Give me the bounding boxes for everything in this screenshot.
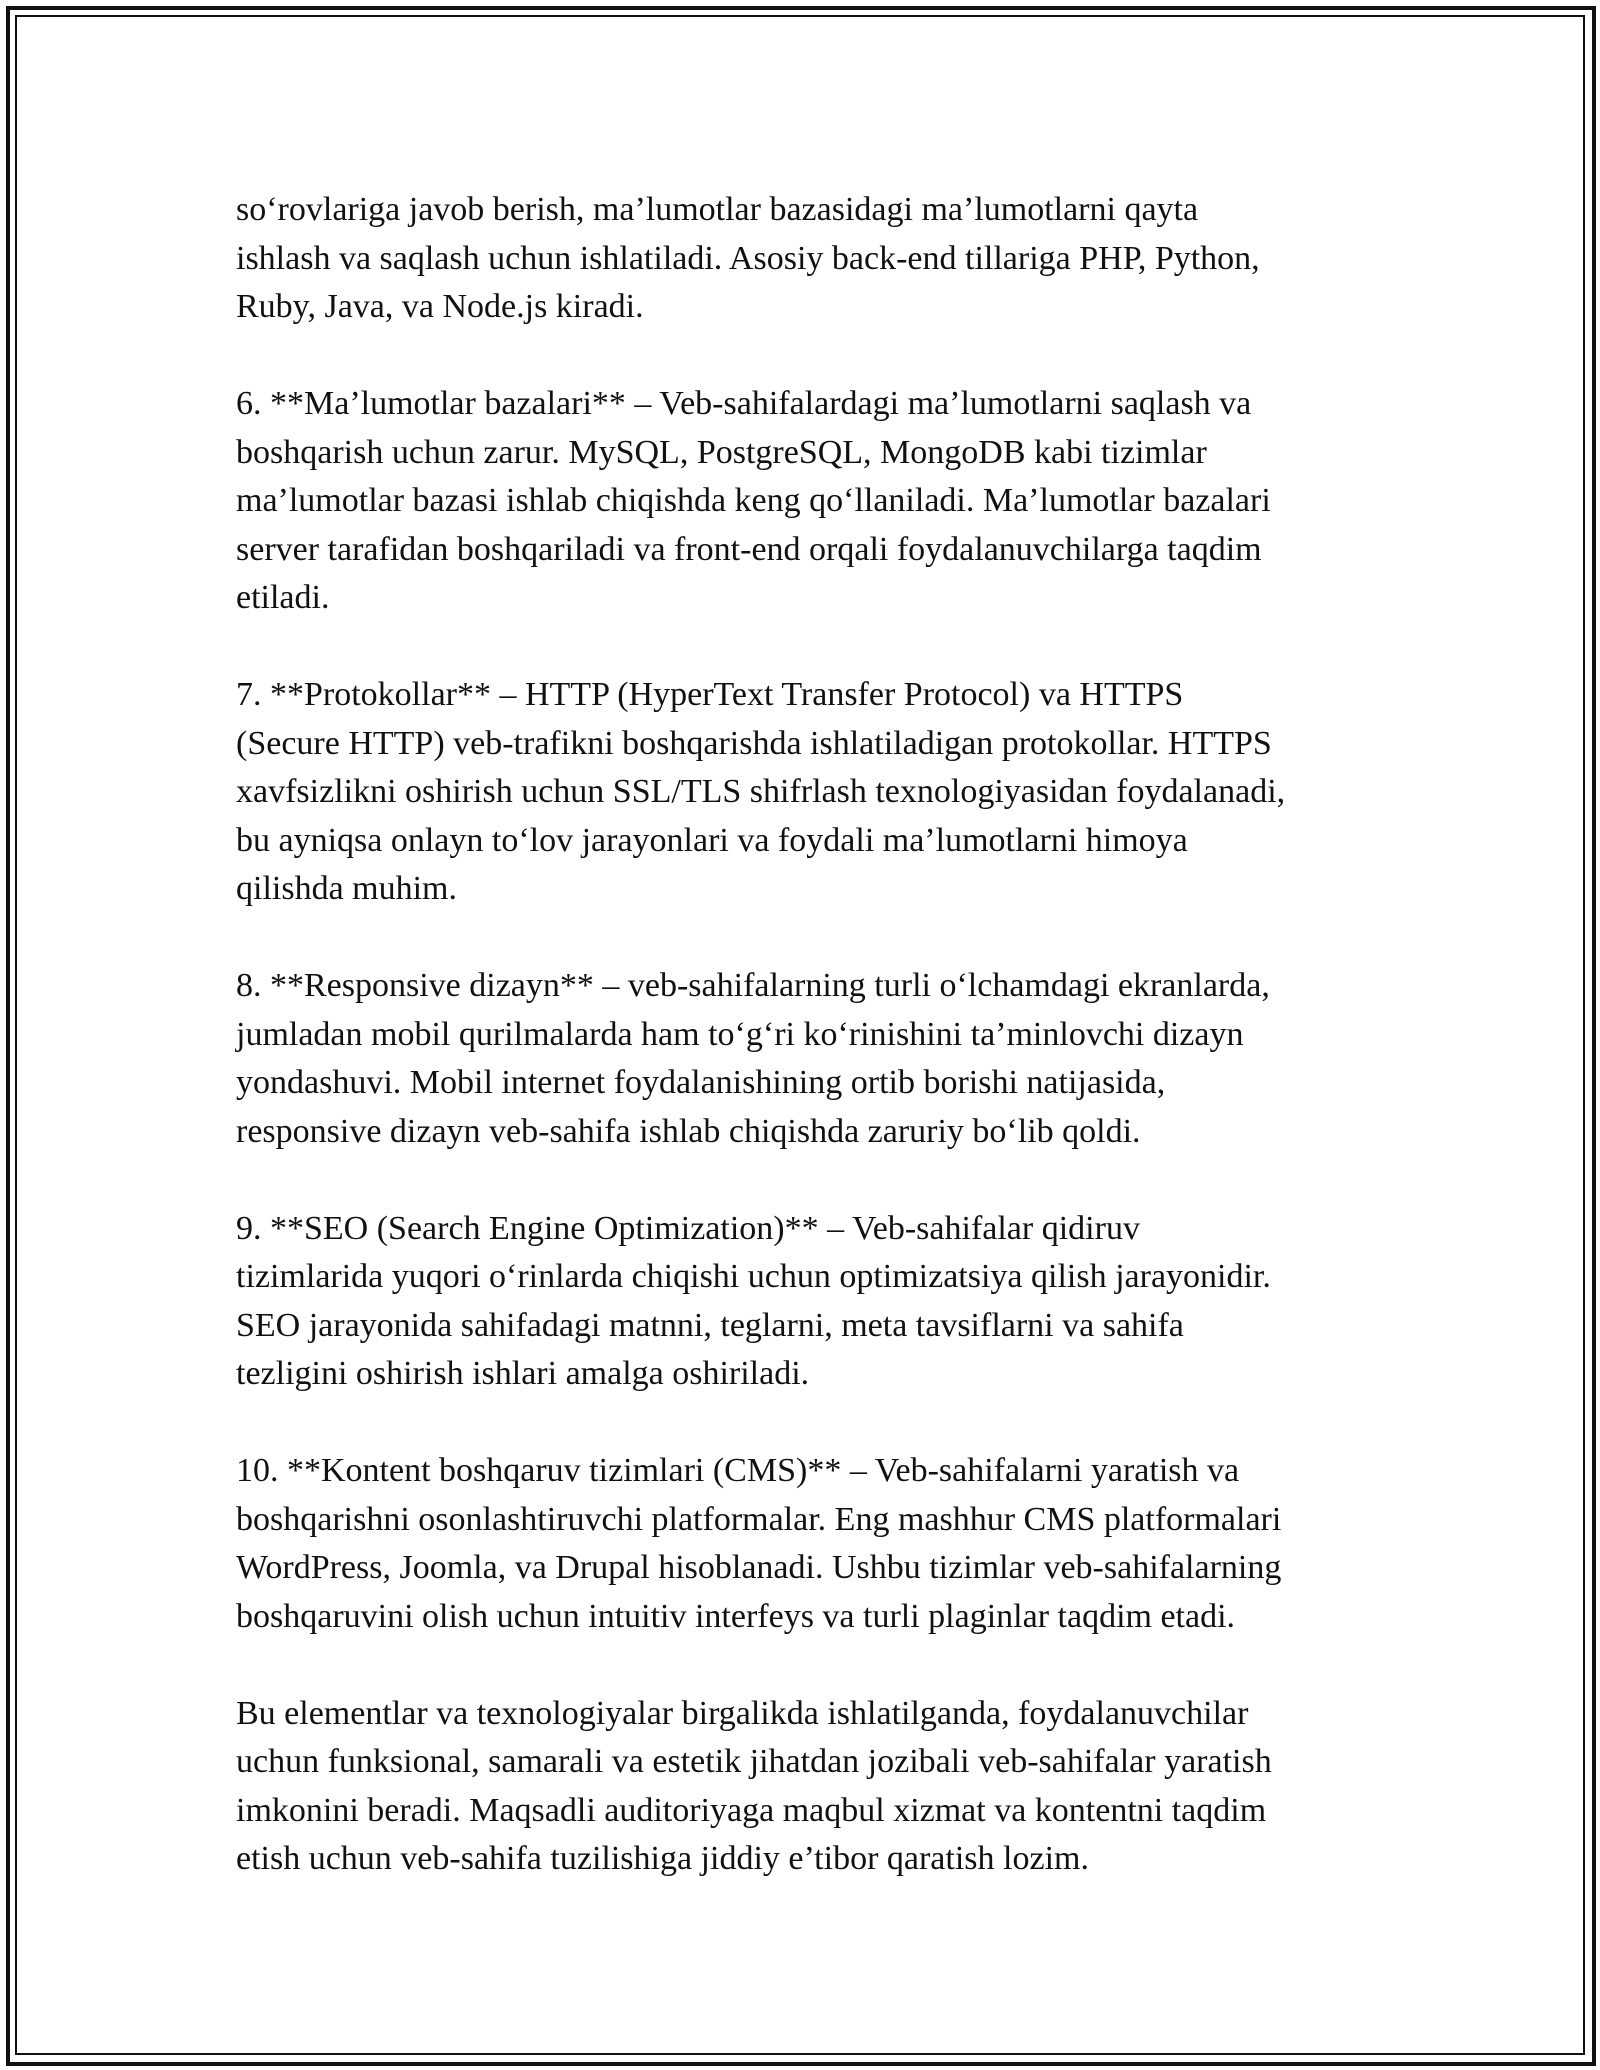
paragraph-cms: 10. **Kontent boshqaruv tizimlari (CMS)** – Veb-sahifalarni yaratish va boshqarishni osonlashtiruvchi platformalar. Eng mashhur CMS platformalari WordPress, Joomla, va Drupal hisoblanadi. Ushbu tizimlar veb-sahifalarning boshqaruvini olish uchun intuitiv interfeys va turli plaginlar taqdim etadi. — [236, 1452, 1282, 1635]
document-body — [236, 186, 1406, 1884]
paragraph-conclusion: Bu elementlar va texnologiyalar birgalikda ishlatilganda, foydalanuvchilar uchun funksional, samarali va estetik jihatdan jozibali veb-sahifalar yaratish imkonini beradi. Maqsadli auditoriyaga maqbul xizmat va kontentni taqdim etish uchun veb-sahifa tuzilishiga jiddiy e’tibor qaratish lozim. — [236, 1694, 1272, 1877]
paragraph-protocols: 7. **Protokollar** – HTTP (HyperText Transfer Protocol) va HTTPS (Secure HTTP) veb-trafikni boshqarishda ishlatiladigan protokollar. HTTPS xavfsizlikni oshirish uchun SSL/TLS shifrlash texnologiyasidan foydalanadi, bu ayniqsa onlayn to‘lov jarayonlari va foydali ma’lumotlarni himoya qilishda muhim. — [236, 676, 1286, 907]
paragraph-backend-continuation: so‘rovlariga javob berish, ma’lumotlar bazasidagi ma’lumotlarni qayta ishlash va saqlash uchun ishlatiladi. Asosiy back-end tillariga PHP, Python, Ruby, Java, va Node.js kiradi. — [236, 191, 1260, 325]
paragraph-responsive-design: 8. **Responsive dizayn** – veb-sahifalarning turli o‘lchamdagi ekranlarda, jumladan mobil qurilmalarda ham to‘g‘ri ko‘rinishini ta’minlovchi dizayn yondashuvi. Mobil internet foydalanishining ortib borishi natijasida, responsive dizayn veb-sahifa ishlab chiqishda zaruriy bo‘lib qoldi. — [236, 967, 1270, 1150]
paragraph-seo: 9. **SEO (Search Engine Optimization)** – Veb-sahifalar qidiruv tizimlarida yuqori o‘rinlarda chiqishi uchun optimizatsiya qilish jarayonidir. SEO jarayonida sahifadagi matnni, teglarni, meta tavsiflarni va sahifa tezligini oshirish ishlari amalga oshiriladi. — [236, 1209, 1271, 1392]
paragraph-databases: 6. **Ma’lumotlar bazalari** – Veb-sahifalardagi ma’lumotlarni saqlash va boshqarish uchun zarur. MySQL, PostgreSQL, MongoDB kabi tizimlar ma’lumotlar bazasi ishlab chiqishda keng qo‘llaniladi. Ma’lumotlar bazalari server tarafidan boshqariladi va front-end orqali foydalanuvchilarga taqdim etiladi. — [236, 385, 1271, 616]
